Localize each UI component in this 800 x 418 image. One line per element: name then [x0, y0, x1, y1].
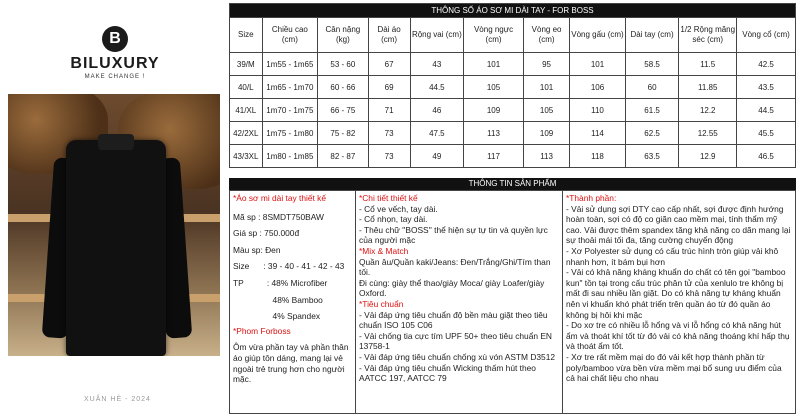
brand-logo — [60, 26, 170, 80]
product-info-title: THÔNG TIN SẢN PHẨM — [229, 178, 796, 190]
spec-cell: 46 — [410, 99, 464, 122]
spec-cell: 117 — [464, 145, 524, 168]
composition-heading: *Thành phần: — [566, 193, 617, 203]
standard-line: - Vải đáp ứng tiêu chuẩn chống xù vón ASTM D3512 — [359, 351, 556, 362]
spec-cell: 71 — [368, 99, 410, 122]
spec-cell: 58.5 — [625, 53, 679, 76]
spec-cell: 67 — [368, 53, 410, 76]
season-label: XUÂN HÈ - 2024 — [84, 396, 151, 403]
composition-line: - Vải có khả năng kháng khuẩn do chất có tên gọi "bamboo kun" tồn tại trong cấu trúc phân tử của xenlulo tre không bị mất đi sau nhiều lần giặt. Do có khả năng tự kháng khuẩn nên vi khuẩn khó phát triển trên quần áo từ đó quần áo không bị hôi khi mặc — [566, 267, 786, 320]
product-attribute: Mã sp : 8SMDT750BAW — [233, 211, 324, 222]
spec-cell: 11.85 — [679, 76, 737, 99]
spec-cell: 73 — [368, 122, 410, 145]
standard-line: - Vải chống tia cực tím UPF 50+ theo tiêu chuẩn EN 13758-1 — [359, 330, 552, 352]
product-attribute: TP : 48% Microfiber — [233, 277, 328, 288]
spec-column-header: Cân nặng (kg) — [318, 18, 368, 53]
spec-cell: 43 — [410, 53, 464, 76]
spec-cell: 46.5 — [737, 145, 796, 168]
brand-tagline: MAKE CHANGE ! — [84, 74, 146, 80]
spec-cell: 43.5 — [737, 76, 796, 99]
spec-cell: 113 — [523, 145, 569, 168]
spec-column-header: Dài tay (cm) — [625, 18, 679, 53]
spec-cell: 1m80 - 1m85 — [262, 145, 318, 168]
spec-column-header: Vòng eo (cm) — [523, 18, 569, 53]
product-basic-info — [229, 190, 356, 414]
spec-cell: 1m75 - 1m80 — [262, 122, 318, 145]
design-detail-line: - Cổ ve vếch, tay dài. — [359, 203, 438, 214]
standard-line: - Vải đáp ứng tiêu chuẩn Wicking thấm hút theo AATCC 197, AATCC 79 — [359, 362, 536, 384]
spec-cell: 118 — [570, 145, 626, 168]
spec-cell: 42/2XL — [230, 122, 263, 145]
mix-heading: *Mix & Match — [359, 245, 409, 256]
spec-cell: 61.5 — [625, 99, 679, 122]
spec-cell: 60 - 66 — [318, 76, 368, 99]
composition-line: - Xơ tre rất mềm mại do đó vải kết hợp thành phần từ poly/bamboo vừa bền vừa mềm mại bổ sung ưu điểm của cả hai chất liệu cho nhau — [566, 351, 782, 384]
size-spec-table — [229, 3, 796, 168]
spec-cell: 49 — [410, 145, 464, 168]
spec-cell: 110 — [570, 99, 626, 122]
spec-cell: 101 — [523, 76, 569, 99]
spec-column-header: Rộng vai (cm) — [410, 18, 464, 53]
spec-cell: 42.5 — [737, 53, 796, 76]
design-details — [355, 190, 563, 414]
design-detail-line: - Thêu chữ ''BOSS'' thể hiện sự tự tin và quyền lực của người mặc — [359, 224, 548, 246]
composition-line: - Vải sử dụng sợi DTY cao cấp nhất, sợi được định hướng hoàn toàn, sợi có độ co giãn cao mềm mại, tính thẩm mỹ cao. Vải được thêm spandex tăng khả năng co dãn mang lại sự thoải mái tối đa, tăng cường chuyển động — [566, 203, 791, 246]
spec-row — [230, 53, 796, 76]
left-panel — [0, 0, 228, 418]
spec-column-header: Vòng gấu (cm) — [570, 18, 626, 53]
spec-cell: 53 - 60 — [318, 53, 368, 76]
product-attribute: 4% Spandex — [233, 311, 321, 322]
spec-cell: 114 — [570, 122, 626, 145]
spec-cell: 101 — [464, 53, 524, 76]
design-detail-line: - Cổ nhọn, tay dài. — [359, 214, 428, 225]
spec-cell: 40/L — [230, 76, 263, 99]
spec-cell: 109 — [523, 122, 569, 145]
product-type-heading: *Áo sơ mi dài tay thiết kế — [233, 193, 327, 203]
product-photo — [8, 94, 220, 356]
standard-line: - Vải đáp ứng tiêu chuẩn độ bền màu giặt theo tiêu chuẩn ISO 105 C06 — [359, 309, 548, 331]
product-attribute: Size : 39 - 40 - 41 - 42 - 43 — [233, 261, 345, 272]
spec-column-header: Vòng ngực (cm) — [464, 18, 524, 53]
form-description: Ôm vừa phần tay và phần thân áo giúp tôn dáng, mang lại vẻ ngoài trẻ trung hơn cho người mặc. — [233, 342, 349, 385]
form-heading: *Phom Forboss — [233, 325, 291, 336]
brand-name: BILUXURY — [70, 55, 160, 72]
material-composition — [562, 190, 796, 414]
spec-cell: 101 — [570, 53, 626, 76]
product-attribute: 48% Bamboo — [233, 294, 323, 305]
composition-line: - Do xơ tre có nhiều lỗ hổng và vi lỗ hổng có khả năng hút ẩm và thoát khí tốt từ đó vải có khả năng thoáng khí hấp thụ và thoát ẩm tốt. — [566, 320, 790, 352]
spec-cell: 73 — [368, 145, 410, 168]
spec-table-title: THÔNG SỐ ÁO SƠ MI DÀI TAY - FOR BOSS — [230, 4, 796, 18]
mix-match-line: Quần âu/Quần kaki/Jeans: Đen/Trắng/Ghi/Tím than tối. — [359, 256, 551, 278]
spec-cell: 11.5 — [679, 53, 737, 76]
spec-cell: 47.5 — [410, 122, 464, 145]
black-shirt — [66, 140, 166, 356]
spec-cell: 105 — [523, 99, 569, 122]
spec-cell: 41/XL — [230, 99, 263, 122]
shirt-collar — [98, 134, 134, 150]
spec-cell: 12.55 — [679, 122, 737, 145]
spec-cell: 105 — [464, 76, 524, 99]
spec-cell: 12.2 — [679, 99, 737, 122]
spec-cell: 44.5 — [410, 76, 464, 99]
spec-column-header: Size — [230, 18, 263, 53]
spec-cell: 66 - 75 — [318, 99, 368, 122]
composition-line: - Xơ Polyester sử dụng có cấu trúc hình tròn giúp vải khô nhanh hơn, ít bám bụi hơn — [566, 245, 779, 267]
spec-row — [230, 145, 796, 168]
spec-cell: 1m65 - 1m70 — [262, 76, 318, 99]
design-heading: *Chi tiết thiết kế — [359, 193, 418, 203]
spec-row — [230, 76, 796, 99]
spec-cell: 45.5 — [737, 122, 796, 145]
standard-heading: *Tiêu chuẩn — [359, 298, 404, 309]
spec-cell: 75 - 82 — [318, 122, 368, 145]
spec-column-header: Dài áo (cm) — [368, 18, 410, 53]
spec-cell: 62.5 — [625, 122, 679, 145]
spec-cell: 12.9 — [679, 145, 737, 168]
spec-cell: 69 — [368, 76, 410, 99]
spec-cell: 82 - 87 — [318, 145, 368, 168]
spec-column-header: Chiều cao (cm) — [262, 18, 318, 53]
spec-cell: 1m70 - 1m75 — [262, 99, 318, 122]
spec-cell: 43/3XL — [230, 145, 263, 168]
spec-row — [230, 122, 796, 145]
spec-cell: 44.5 — [737, 99, 796, 122]
spec-cell: 106 — [570, 76, 626, 99]
spec-cell: 63.5 — [625, 145, 679, 168]
logo-mark: B — [102, 26, 128, 52]
spec-cell: 39/M — [230, 53, 263, 76]
spec-row — [230, 99, 796, 122]
spec-cell: 95 — [523, 53, 569, 76]
spec-cell: 1m55 - 1m65 — [262, 53, 318, 76]
product-attribute: Giá sp : 750.000đ — [233, 228, 300, 239]
mix-match-line: Đi cùng: giày thể thao/giày Moca/ giày Loafer/giày Oxford. — [359, 277, 545, 299]
spec-column-header: 1/2 Rộng măng séc (cm) — [679, 18, 737, 53]
product-attribute: Màu sp: Đen — [233, 244, 281, 255]
spec-cell: 113 — [464, 122, 524, 145]
spec-column-header: Vòng cổ (cm) — [737, 18, 796, 53]
spec-cell: 109 — [464, 99, 524, 122]
spec-cell: 60 — [625, 76, 679, 99]
